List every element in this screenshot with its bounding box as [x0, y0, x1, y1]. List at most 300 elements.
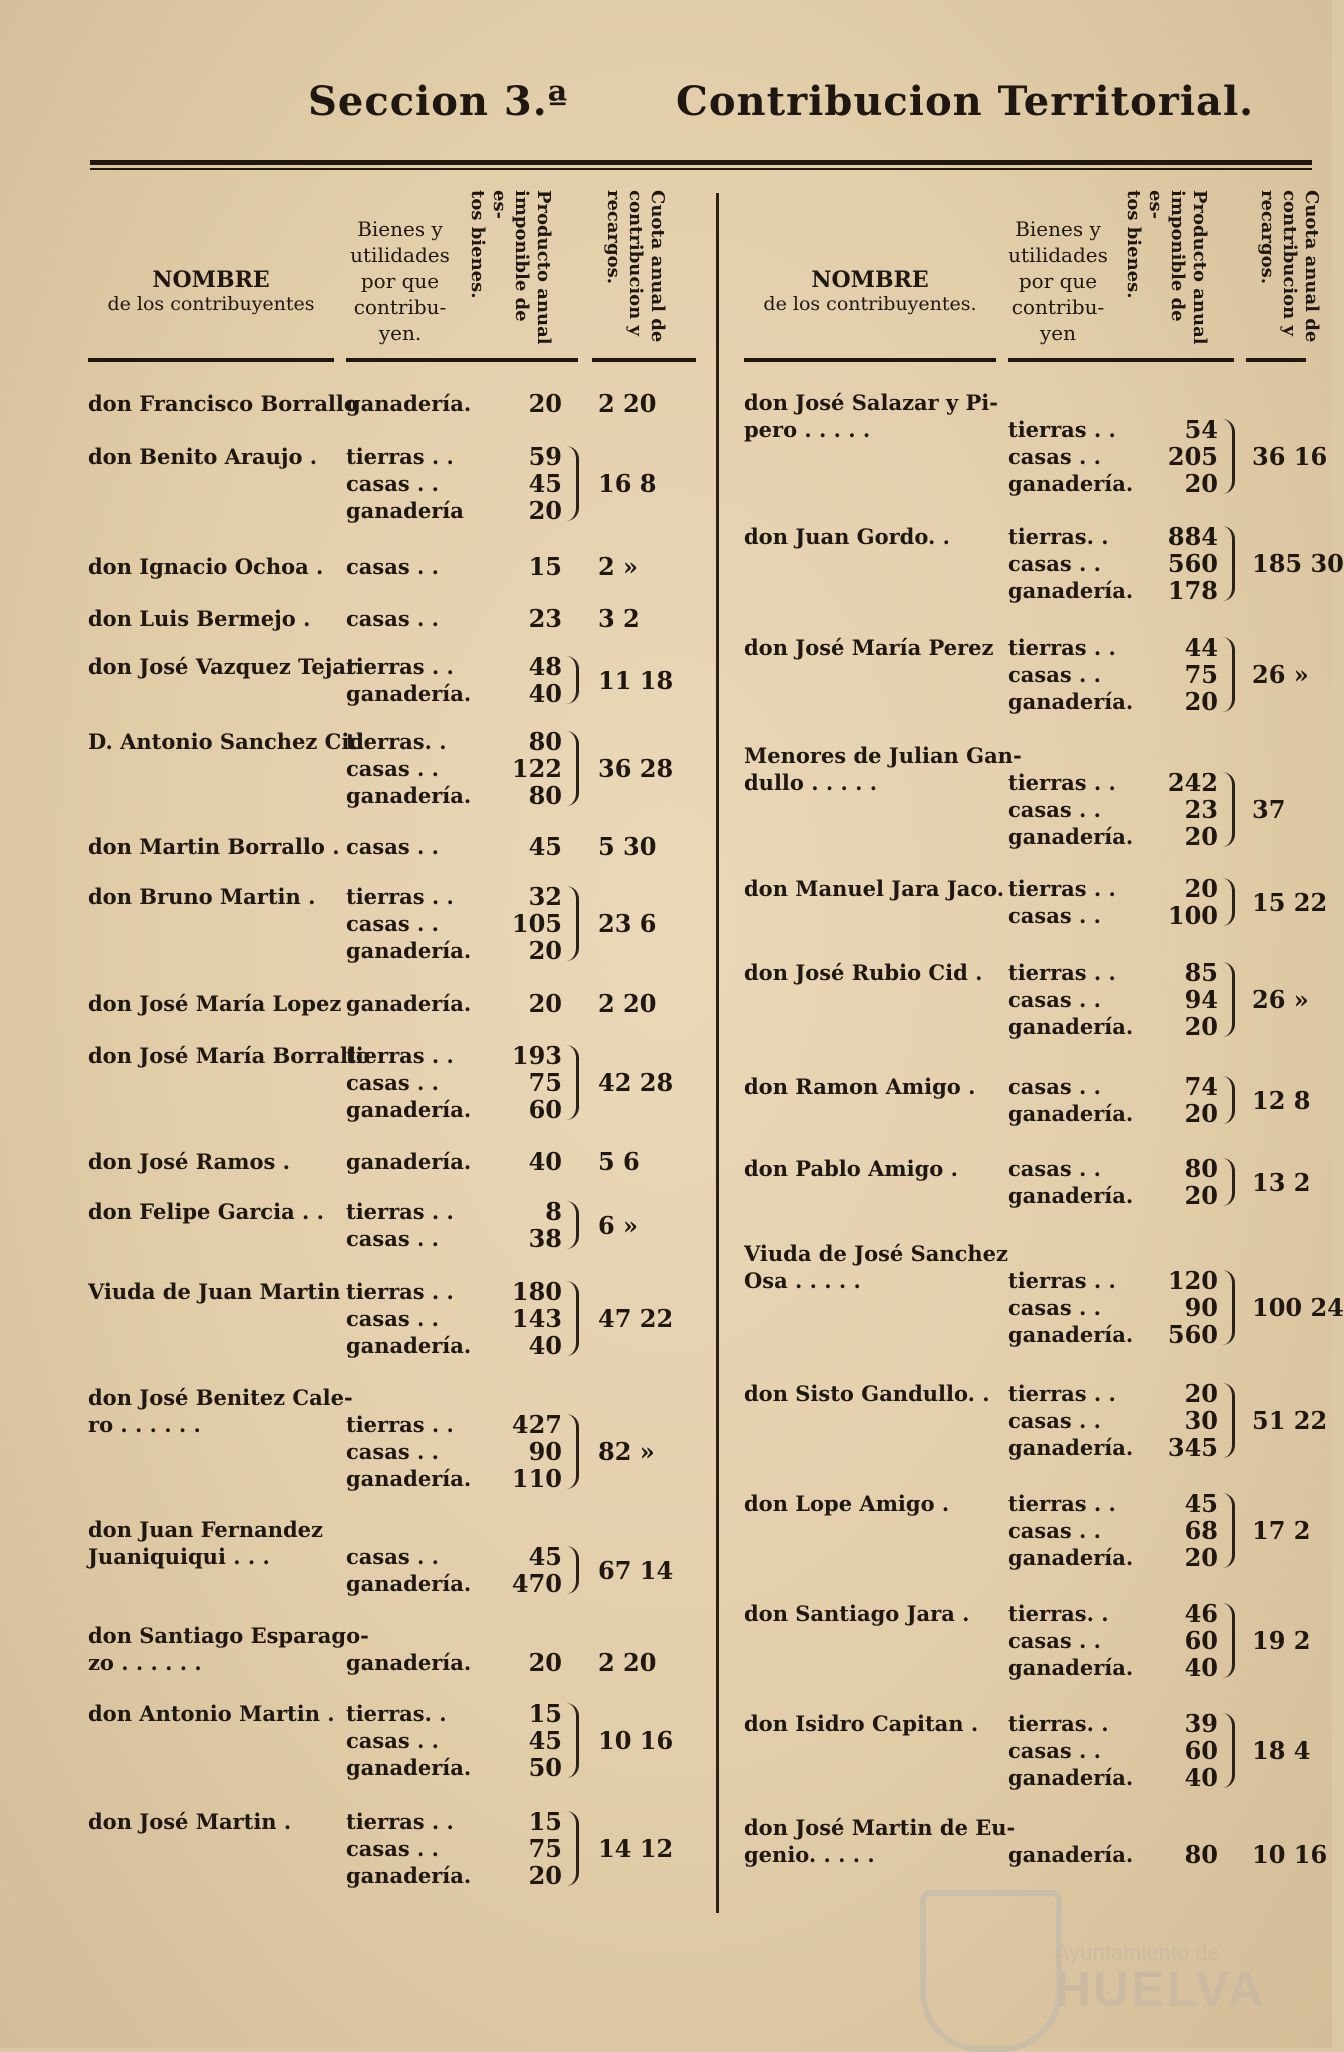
producto-values — [1126, 769, 1218, 850]
goods-list — [1008, 1380, 1133, 1461]
producto-value: 20 — [528, 1648, 562, 1677]
goods-line: casas . . — [1008, 987, 1101, 1012]
bienes-header-line: contribu- — [353, 295, 447, 319]
goods-line: casas . . — [346, 1544, 439, 1569]
contributor-name-line: Menores de Julian Gan- — [744, 743, 1022, 768]
producto-value: 40 — [1184, 1653, 1218, 1682]
goods-line: tierras. . — [1008, 524, 1109, 549]
goods-list — [1008, 416, 1133, 497]
goods-list — [1008, 634, 1133, 715]
producto-value: 85 — [1184, 958, 1218, 987]
producto-header-line: imponible de es- — [1145, 190, 1188, 322]
producto-value: 120 — [1167, 1266, 1218, 1295]
goods-line: ganadería. — [346, 1650, 472, 1675]
contributor-name — [744, 1380, 990, 1407]
producto-value: 427 — [511, 1410, 562, 1439]
producto-value: 20 — [1184, 1099, 1218, 1128]
cuota-value: 18 4 — [1252, 1736, 1311, 1765]
contributor-name — [88, 553, 323, 580]
bienes-header-line: contribu- — [1011, 295, 1105, 319]
contributor-name — [744, 959, 982, 986]
brace-mark — [1222, 1383, 1235, 1458]
goods-list — [346, 390, 471, 417]
bienes-header — [1002, 216, 1114, 346]
producto-header-line: tos bienes. — [1123, 190, 1144, 299]
goods-line: casas . . — [1008, 1408, 1101, 1433]
contributor-name-line: don Antonio Martin . — [88, 1701, 335, 1726]
producto-value: 75 — [528, 1068, 562, 1097]
contributor-name-line: don Felipe Garcia . . — [88, 1199, 324, 1224]
bienes-header — [340, 216, 460, 346]
producto-value: 45 — [528, 1542, 562, 1571]
goods-line: tierras . . — [1008, 635, 1116, 660]
producto-value: 242 — [1167, 768, 1218, 797]
producto-values — [470, 390, 562, 417]
contributor-name — [744, 634, 993, 661]
cuota-value: 5 30 — [598, 832, 657, 861]
goods-line: casas . . — [1008, 797, 1101, 822]
contributor-name-line: zo . . . . . . — [88, 1650, 202, 1675]
producto-value: 90 — [1184, 1293, 1218, 1322]
nombre-header-sub: de los contribuyentes — [107, 293, 315, 315]
producto-value: 20 — [1184, 874, 1218, 903]
producto-values — [1126, 523, 1218, 604]
header-underline — [462, 358, 578, 362]
bienes-header-line: yen. — [378, 321, 422, 345]
contributor-name-line: don Martin Borrallo . — [88, 834, 340, 859]
bienes-header-line: por que — [1018, 269, 1098, 293]
goods-list — [346, 553, 439, 580]
goods-line: ganadería. — [1008, 1322, 1134, 1347]
goods-line: ganadería. — [346, 783, 472, 808]
section-title: Seccion 3.ª — [308, 78, 569, 125]
cuota-value: 26 » — [1252, 985, 1309, 1014]
nombre-header-sub: de los contribuyentes. — [763, 293, 977, 315]
producto-value: 15 — [528, 552, 562, 581]
huelva-shield-icon — [920, 1890, 1062, 2052]
producto-header-line: imponible de es- — [489, 190, 532, 322]
producto-value: 20 — [1184, 687, 1218, 716]
goods-line: tierras . . — [1008, 417, 1116, 442]
contributor-name-line: Juaniquiqui . . . — [88, 1544, 270, 1569]
goods-list — [1008, 1490, 1133, 1571]
goods-line: casas . . — [346, 1306, 439, 1331]
cuota-value: 11 18 — [598, 665, 674, 695]
contributor-name-line: don José María Lopez — [88, 991, 342, 1016]
producto-value: 23 — [528, 604, 562, 633]
producto-value: 20 — [1184, 1012, 1218, 1041]
producto-value: 75 — [528, 1834, 562, 1863]
contributor-name-line: don Luis Bermejo . — [88, 606, 311, 631]
contributor-name — [744, 1155, 958, 1182]
producto-value: 40 — [528, 679, 562, 708]
goods-line: casas . . — [346, 756, 439, 781]
goods-line: casas . . — [1008, 1628, 1101, 1653]
cuota-header-line: Cuota anual de — [1301, 190, 1322, 343]
brace-mark — [1222, 772, 1235, 847]
contributor-name-line: don José Martin . — [88, 1809, 292, 1834]
contributor-name-line: dullo . . . . . — [744, 770, 878, 795]
goods-list — [1008, 1155, 1133, 1209]
producto-value: 80 — [1184, 1154, 1218, 1183]
goods-list — [346, 1278, 471, 1359]
producto-values — [470, 1042, 562, 1123]
brace-mark — [566, 1045, 579, 1120]
producto-value: 20 — [528, 389, 562, 418]
contributor-name-line: don José María Borrallo — [88, 1043, 370, 1068]
goods-list — [1008, 1267, 1133, 1348]
cuota-header-line: Cuota anual de — [647, 190, 668, 343]
producto-value: 8 — [545, 1197, 562, 1226]
goods-line: ganadería. — [346, 1863, 472, 1888]
brace-mark — [1222, 1603, 1235, 1678]
contributor-name — [88, 653, 357, 680]
producto-values — [470, 728, 562, 809]
producto-value: 178 — [1167, 576, 1218, 605]
contributor-name — [744, 875, 1004, 902]
contributor-name — [88, 443, 317, 470]
brace-mark — [566, 1201, 579, 1249]
producto-value: 105 — [511, 909, 562, 938]
bienes-header-line: utilidades — [350, 243, 450, 267]
goods-line: casas . . — [1008, 1738, 1101, 1763]
nombre-header-title: NOMBRE — [152, 267, 270, 293]
brace-mark — [566, 1546, 579, 1594]
contributor-name-line: don Ramon Amigo . — [744, 1074, 976, 1099]
producto-value: 15 — [528, 1699, 562, 1728]
producto-value: 180 — [511, 1277, 562, 1306]
contributor-name-line: don Ignacio Ochoa . — [88, 554, 324, 579]
goods-line: ganadería. — [1008, 824, 1134, 849]
contributor-name-line: don Pablo Amigo . — [744, 1156, 958, 1181]
goods-list — [1008, 769, 1133, 850]
brace-mark — [1222, 419, 1235, 494]
producto-value: 80 — [1184, 1840, 1218, 1869]
cuota-header — [602, 190, 668, 355]
cuota-value: 6 » — [598, 1210, 639, 1240]
producto-values — [470, 1278, 562, 1359]
contributor-name-line: don José Vazquez Tejar — [88, 654, 358, 679]
producto-value: 110 — [511, 1464, 562, 1493]
brace-mark — [1222, 637, 1235, 712]
producto-values — [470, 1649, 562, 1676]
goods-list — [346, 1543, 471, 1597]
producto-values — [1126, 634, 1218, 715]
producto-values — [470, 1543, 562, 1597]
goods-list — [346, 1649, 471, 1676]
cuota-value: 5 6 — [598, 1147, 640, 1176]
goods-line: casas . . — [346, 911, 439, 936]
header-underline — [1246, 358, 1306, 362]
goods-line: ganadería. — [346, 1571, 472, 1596]
producto-value: 75 — [1184, 660, 1218, 689]
producto-values — [1126, 1710, 1218, 1791]
header-rule-thick — [90, 160, 1312, 165]
cuota-value: 14 12 — [598, 1834, 674, 1863]
cuota-value: 16 8 — [598, 469, 657, 498]
contributor-name-line: don Manuel Jara Jaco. — [744, 876, 1005, 901]
bienes-header-line: por que — [360, 269, 440, 293]
cuota-value: 42 28 — [598, 1068, 674, 1097]
goods-line: casas . . — [346, 554, 439, 579]
goods-line: casas . . — [1008, 551, 1101, 576]
goods-list — [346, 1411, 471, 1492]
goods-line: tierras. . — [1008, 1711, 1109, 1736]
producto-value: 20 — [528, 936, 562, 965]
brace-mark — [1222, 1158, 1235, 1206]
producto-values — [470, 1700, 562, 1781]
cuota-header-line: contribucion y — [1279, 190, 1300, 336]
contributor-name — [88, 1278, 340, 1305]
goods-line: tierras . . — [346, 1279, 454, 1304]
contributor-name — [88, 1384, 353, 1438]
goods-list — [1008, 959, 1133, 1040]
bienes-header-line: Bienes y — [357, 217, 443, 241]
cuota-value: 82 » — [598, 1437, 655, 1466]
producto-value: 60 — [528, 1095, 562, 1124]
producto-value: 345 — [1167, 1433, 1218, 1462]
producto-value: 45 — [1184, 1489, 1218, 1518]
goods-line: ganadería. — [1008, 578, 1134, 603]
contributor-name — [88, 1148, 290, 1175]
contributor-name-line: don Bruno Martin . — [88, 884, 316, 909]
contributor-name — [88, 833, 340, 860]
brace-mark — [1222, 526, 1235, 601]
goods-line: casas . . — [346, 606, 439, 631]
contributor-name — [744, 1490, 949, 1517]
contributor-name-line: don José María Perez — [744, 635, 994, 660]
cuota-value: 2 20 — [598, 389, 657, 418]
column-divider — [716, 193, 719, 1913]
producto-value: 59 — [528, 442, 562, 471]
contributor-name — [744, 1710, 978, 1737]
producto-value: 90 — [528, 1437, 562, 1466]
producto-value: 45 — [528, 832, 562, 861]
cuota-value: 15 22 — [1252, 887, 1328, 917]
header-underline — [744, 358, 996, 362]
producto-values — [1126, 1600, 1218, 1681]
contributor-name-line: don Santiago Jara . — [744, 1601, 970, 1626]
producto-value: 68 — [1184, 1516, 1218, 1545]
producto-value: 50 — [528, 1753, 562, 1782]
cuota-value: 51 22 — [1252, 1406, 1328, 1435]
contributor-name — [88, 1808, 291, 1835]
goods-line: casas . . — [1008, 1518, 1101, 1543]
cuota-value: 3 2 — [598, 604, 640, 633]
cuota-header-line: recargos. — [603, 190, 624, 285]
goods-line: tierras . . — [1008, 1491, 1116, 1516]
goods-line: ganadería. — [1008, 1842, 1134, 1867]
producto-values — [470, 1808, 562, 1889]
cuota-value: 2 20 — [598, 1648, 657, 1677]
goods-list — [1008, 1710, 1133, 1791]
goods-line: ganadería. — [1008, 1655, 1134, 1680]
producto-value: 193 — [511, 1041, 562, 1070]
header-underline — [346, 358, 466, 362]
goods-line: ganadería. — [1008, 1435, 1134, 1460]
producto-values — [1126, 1490, 1218, 1571]
producto-value: 45 — [528, 1726, 562, 1755]
contributor-name-line: don José Salazar y Pi- — [744, 390, 998, 415]
goods-list — [346, 990, 471, 1017]
goods-line: casas . . — [1008, 1156, 1101, 1181]
contributor-name-line: don Benito Araujo . — [88, 444, 318, 469]
brace-mark — [566, 1414, 579, 1489]
goods-list — [346, 883, 471, 964]
producto-value: 470 — [511, 1569, 562, 1598]
goods-line: ganadería. — [346, 1149, 472, 1174]
goods-list — [346, 1198, 454, 1252]
producto-value: 74 — [1184, 1072, 1218, 1101]
producto-header-line: Producto anual — [1189, 190, 1210, 345]
contributor-name — [744, 1600, 969, 1627]
producto-value: 32 — [528, 882, 562, 911]
goods-line: casas . . — [1008, 1074, 1101, 1099]
brace-mark — [1222, 878, 1235, 926]
goods-line: ganadería. — [346, 1466, 472, 1491]
cuota-value: 19 2 — [1252, 1626, 1311, 1655]
producto-value: 143 — [511, 1304, 562, 1333]
goods-line: ganadería. — [1008, 1765, 1134, 1790]
goods-line: tierras . . — [1008, 1268, 1116, 1293]
goods-line: ganadería. — [346, 391, 472, 416]
producto-values — [1126, 1841, 1218, 1868]
header-underline — [592, 358, 696, 362]
producto-value: 94 — [1184, 985, 1218, 1014]
producto-value: 80 — [528, 727, 562, 756]
goods-line: casas . . — [346, 1226, 439, 1251]
producto-value: 20 — [1184, 1379, 1218, 1408]
contributor-name-line: ro . . . . . . — [88, 1412, 201, 1437]
contributor-name — [88, 1198, 324, 1225]
contributor-name — [88, 728, 364, 755]
goods-line: ganadería. — [346, 991, 472, 1016]
watermark-line2: HUELVA — [1055, 1961, 1266, 2017]
goods-line: ganadería. — [1008, 1101, 1134, 1126]
brace-mark — [1222, 1270, 1235, 1345]
goods-line: ganadería. — [1008, 1545, 1134, 1570]
producto-value: 30 — [1184, 1406, 1218, 1435]
producto-value: 560 — [1167, 549, 1218, 578]
producto-values — [470, 883, 562, 964]
cuota-value: 13 2 — [1252, 1167, 1311, 1197]
producto-value: 38 — [528, 1224, 562, 1253]
producto-values — [470, 833, 562, 860]
goods-line: tierras . . — [1008, 876, 1116, 901]
goods-line: tierras . . — [346, 1809, 454, 1834]
contributor-name — [744, 389, 998, 443]
nombre-header-title: NOMBRE — [811, 267, 929, 293]
contributor-name-line: don Isidro Capitan . — [744, 1711, 979, 1736]
goods-line: ganadería. — [346, 1755, 472, 1780]
goods-line: casas . . — [1008, 662, 1101, 687]
goods-list — [1008, 1073, 1133, 1127]
goods-list — [1008, 875, 1116, 929]
goods-line: casas . . — [346, 1728, 439, 1753]
cuota-value: 23 6 — [598, 909, 657, 938]
producto-value: 40 — [528, 1147, 562, 1176]
goods-line: tierras . . — [346, 1199, 454, 1224]
contributor-name-line: don Francisco Borrallo — [88, 391, 358, 416]
contributor-name-line: don José Benitez Cale- — [88, 1385, 353, 1410]
goods-line: tierras . . — [346, 444, 454, 469]
goods-line: tierras. . — [346, 1701, 447, 1726]
cuota-value: 26 » — [1252, 660, 1309, 689]
contributor-name-line: Viuda de José Sanchez — [744, 1241, 1008, 1266]
producto-values — [470, 1148, 562, 1175]
goods-line: ganadería. — [346, 681, 472, 706]
cuota-header — [1256, 190, 1322, 355]
brace-mark — [1222, 962, 1235, 1037]
producto-values — [470, 653, 562, 707]
header-underline — [1008, 358, 1120, 362]
cuota-value: 10 16 — [598, 1726, 674, 1755]
nombre-header — [88, 268, 334, 316]
producto-values — [1126, 416, 1218, 497]
goods-line: ganadería. — [346, 1097, 472, 1122]
contributor-name-line: don Juan Fernandez — [88, 1517, 323, 1542]
goods-list — [346, 653, 471, 707]
cuota-value: 17 2 — [1252, 1516, 1311, 1545]
producto-values — [470, 605, 562, 632]
producto-value: 40 — [528, 1331, 562, 1360]
bienes-header-line: yen — [1039, 321, 1076, 345]
goods-line: tierras . . — [1008, 770, 1116, 795]
producto-value: 44 — [1184, 633, 1218, 662]
goods-line: casas . . — [1008, 444, 1101, 469]
goods-line: casas . . — [1008, 903, 1101, 928]
brace-mark — [566, 446, 579, 521]
contributor-name-line: Osa . . . . . — [744, 1268, 861, 1293]
contributor-name — [88, 990, 341, 1017]
producto-value: 45 — [528, 469, 562, 498]
producto-value: 20 — [1184, 1181, 1218, 1210]
goods-line: casas . . — [346, 1836, 439, 1861]
contributor-name — [744, 523, 950, 550]
goods-line: tierras . . — [1008, 960, 1116, 985]
contributor-name-line: don Juan Gordo. . — [744, 524, 950, 549]
page-title: Contribucion Territorial. — [676, 78, 1255, 125]
producto-value: 560 — [1167, 1320, 1218, 1349]
goods-line: ganadería. — [1008, 471, 1134, 496]
cuota-value: 2 20 — [598, 989, 657, 1018]
goods-line: tierras . . — [1008, 1381, 1116, 1406]
cuota-value: 67 14 — [598, 1555, 674, 1585]
goods-list — [346, 1808, 471, 1889]
producto-value: 20 — [528, 1861, 562, 1890]
goods-line: casas . . — [346, 834, 439, 859]
goods-line: casas . . — [346, 1439, 439, 1464]
contributor-name — [744, 1814, 1015, 1868]
producto-header — [1122, 190, 1210, 355]
producto-value: 15 — [528, 1807, 562, 1836]
producto-value: 20 — [1184, 822, 1218, 851]
goods-list — [346, 443, 464, 524]
nombre-header — [744, 268, 996, 316]
cuota-value: 2 » — [598, 552, 639, 581]
contributor-name — [88, 605, 310, 632]
producto-value: 40 — [1184, 1763, 1218, 1792]
producto-header-line: tos bienes. — [467, 190, 488, 299]
goods-line: ganadería. — [1008, 1014, 1134, 1039]
bienes-header-line: Bienes y — [1015, 217, 1101, 241]
cuota-value: 47 22 — [598, 1304, 674, 1333]
goods-list — [346, 833, 439, 860]
goods-list — [346, 1042, 471, 1123]
producto-value: 60 — [1184, 1626, 1218, 1655]
watermark-line1: Ayuntamiento de — [1055, 1940, 1220, 1965]
producto-value: 20 — [1184, 469, 1218, 498]
